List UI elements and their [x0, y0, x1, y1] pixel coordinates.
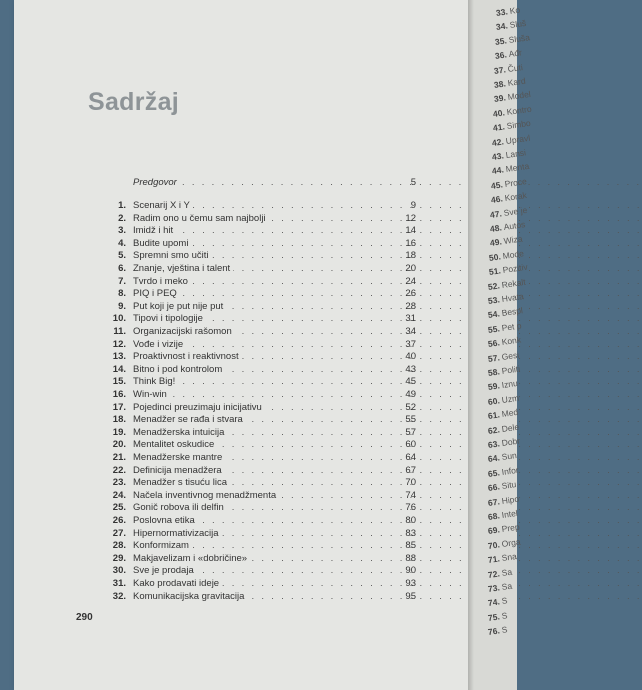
right-page-line: 56.Konk — [487, 334, 522, 350]
toc-entry — [14, 401, 468, 414]
toc-page: 80 — [405, 515, 416, 526]
right-page-line: 53.Hvata — [487, 291, 525, 306]
toc-label: Makjavelizam i «dobričine» . . . — [133, 552, 398, 565]
toc-page: 95 — [405, 590, 416, 602]
toc-label: Konformizam . . . — [133, 539, 398, 552]
toc-label: PIQ i PEQ . . . — [133, 287, 398, 300]
toc-number: 25. — [112, 502, 126, 514]
right-page-line: 58.Politi — [487, 363, 521, 378]
toc-number: 18. — [112, 414, 126, 426]
right-page-line: 47.Sve je — [489, 204, 529, 220]
right-page-line: 76.S — [487, 624, 509, 638]
toc-entry — [14, 552, 468, 565]
right-page-line: 49.Wiza — [488, 233, 523, 249]
right-page-line: 33.Ko — [495, 4, 521, 18]
right-page-line: 70.Orga — [487, 536, 522, 551]
toc-page: 52 — [405, 401, 416, 413]
right-page-line: 51.Pozitiv — [488, 261, 528, 278]
toc-label: Gonič robova ili delfin . . . — [133, 501, 398, 514]
toc-number: 32. — [112, 590, 126, 602]
toc-label: Imidž i hit . . . — [133, 224, 398, 237]
toc-label: Tipovi i tipologije . . . — [133, 312, 398, 325]
toc-number: 22. — [112, 464, 126, 476]
toc-number: 11. — [113, 326, 126, 337]
right-page-line: 36.Ađr — [494, 47, 523, 62]
toc-entry — [14, 350, 468, 363]
right-page-line: 68.Intel — [487, 507, 519, 522]
toc-number: 3. — [118, 225, 126, 237]
toc-label: Menadžerske mantre . . . — [133, 451, 398, 464]
right-page-line: 66.Situ — [487, 479, 517, 494]
toc-label: Put koji je put nije put . . . — [133, 300, 398, 313]
page-number: 290 — [76, 612, 93, 623]
toc-entry — [14, 249, 468, 262]
toc-number: 5. — [118, 250, 126, 262]
toc-number: 16. — [112, 389, 126, 400]
toc-page: 16 — [405, 237, 416, 249]
toc-label: Menadžer s tisuću lica . . . — [133, 476, 398, 489]
toc-page: 45 — [405, 376, 416, 388]
toc-entry — [14, 464, 468, 477]
right-page-line: 34.Sluš — [494, 18, 527, 33]
toc-number: 15. — [112, 376, 126, 388]
toc-page: 28 — [405, 300, 416, 312]
toc-label: Scenarij X i Y . . . — [133, 199, 398, 212]
right-page-line: 41.Simbo — [492, 117, 532, 134]
right-page-line: 60.Uzm — [487, 392, 520, 407]
toc-entry — [14, 514, 468, 527]
toc-label: Proaktivnost i reaktivnost . . . — [133, 350, 398, 363]
page-title: Sadržaj — [88, 88, 180, 116]
toc-entry — [14, 325, 468, 338]
toc-number: 21. — [112, 452, 126, 463]
toc-number: 24. — [112, 489, 126, 501]
toc-entry — [14, 275, 468, 288]
right-page-line: 65.Infor — [487, 464, 520, 479]
toc-page: 93 — [405, 578, 416, 589]
toc-label: Načela inventivnog menadžmenta . . . — [133, 489, 398, 502]
right-page-line: 71.Sna — [487, 551, 518, 566]
toc-page: 88 — [405, 552, 416, 564]
toc-label: Poslovna etika . . . — [133, 514, 398, 527]
toc-page: 34 — [405, 326, 416, 337]
toc-entry — [14, 262, 468, 275]
toc-page: 40 — [405, 351, 416, 363]
toc-entry — [14, 451, 468, 464]
right-page-line: 59.Iznu — [487, 378, 519, 393]
toc-page: 60 — [405, 439, 416, 451]
right-page-line: 38.Kard — [493, 75, 527, 90]
right-page-line: 35.Sluša — [494, 31, 531, 47]
toc-entry — [14, 237, 468, 250]
toc-page: 90 — [405, 565, 416, 577]
toc-label: Sve je prodaja . . . — [133, 564, 398, 577]
toc-label: Znanje, vještina i talent . . . — [133, 262, 398, 275]
toc-label: Predgovor . . . — [133, 176, 398, 189]
toc-page: 67 — [405, 464, 416, 476]
toc-label: Kako prodavati ideje . . . — [133, 577, 398, 590]
toc-label: Menadžer se rađa i stvara . . . — [133, 413, 398, 426]
toc-label: Organizacijski rašomon . . . — [133, 325, 398, 338]
toc-entry — [14, 375, 468, 388]
toc-number: 30. — [112, 565, 126, 577]
toc-entry — [14, 564, 468, 577]
toc-number: 10. — [112, 313, 126, 325]
toc-label: Spremni smo učiti . . . — [133, 249, 398, 262]
right-page-line: 50.Mode — [488, 247, 525, 263]
toc-page: 74 — [405, 489, 416, 501]
toc-entry — [14, 363, 468, 376]
toc-entry — [14, 199, 468, 212]
toc-page: 31 — [405, 313, 416, 325]
toc-entry — [14, 577, 468, 590]
toc-page: 76 — [405, 502, 416, 514]
toc-label: Komunikacijska gravitacija . . . — [133, 590, 398, 603]
toc-entry — [14, 224, 468, 237]
right-page-line: 61.Med — [487, 407, 519, 422]
right-page-line: 40.Kontro — [492, 103, 533, 119]
book-page-left — [14, 0, 468, 690]
toc-page: 18 — [405, 250, 416, 262]
toc-label: Menadžerska intuicija . . . — [133, 426, 398, 439]
toc-number: 26. — [112, 515, 126, 526]
toc-page: 37 — [405, 338, 416, 350]
toc-number: 6. — [118, 263, 126, 274]
toc-number: 28. — [112, 540, 126, 552]
toc-label: Tvrdo i meko . . . — [133, 275, 398, 288]
toc-label: Vođe i vizije . . . — [133, 338, 398, 351]
right-page-line: 37.Čuti — [493, 61, 524, 76]
toc-number: 17. — [112, 401, 126, 413]
right-page-line: 74.S — [487, 595, 509, 609]
toc-number: 7. — [118, 275, 126, 287]
right-page-line: 63.Dobr — [487, 435, 521, 450]
toc-entry — [14, 388, 468, 401]
toc-number: 9. — [118, 300, 126, 312]
toc-entry — [14, 426, 468, 439]
toc-entry — [14, 539, 468, 552]
right-page-line: 42.Upravl — [491, 132, 532, 148]
toc-label: Think Big! . . . — [133, 375, 398, 388]
toc-number: 20. — [112, 439, 126, 451]
right-page-line: 57.Gesi — [487, 349, 520, 364]
right-page-line: 54.Bespl — [487, 305, 524, 321]
right-page-line: 69.Prep — [487, 522, 521, 537]
toc-label: Radim ono u čemu sam najbolji . . . — [133, 212, 398, 225]
toc-entry — [14, 413, 468, 426]
right-page-line: 46.Korak — [490, 190, 528, 206]
toc-entry — [14, 438, 468, 451]
right-page-line: 75.S — [487, 610, 509, 623]
toc-page: 57 — [405, 426, 416, 438]
right-page-line: 64.Sun — [487, 450, 518, 465]
toc-entry — [14, 212, 468, 225]
toc-number: 1. — [118, 200, 126, 211]
toc-label: Pojedinci preuzimaju inicijativu . . . — [133, 401, 398, 414]
toc-label: Definicija menadžera . . . — [133, 464, 398, 477]
toc-page: 64 — [405, 452, 416, 463]
toc-number: 14. — [112, 363, 126, 375]
toc-page: 12 — [405, 212, 416, 224]
toc-page: 83 — [405, 527, 416, 539]
toc-page: 70 — [405, 477, 416, 489]
toc-number: 29. — [112, 552, 126, 564]
right-page-line: 43.Lansi — [491, 147, 527, 162]
toc-label: Bitno i pod kontrolom . . . — [133, 363, 398, 376]
toc-entry — [14, 300, 468, 313]
toc-label: Budite upomi . . . — [133, 237, 398, 250]
toc-entry — [14, 287, 468, 300]
toc-number: 4. — [118, 237, 126, 249]
toc-number: 12. — [112, 338, 126, 350]
toc-page: 85 — [405, 540, 416, 552]
toc-page: 9 — [410, 200, 416, 211]
toc-page: 14 — [405, 225, 416, 237]
toc-label: Win-win . . . — [133, 388, 398, 401]
toc-page: 26 — [405, 288, 416, 300]
toc-number: 2. — [118, 212, 126, 224]
toc-page: 55 — [405, 414, 416, 426]
toc-entry — [14, 489, 468, 502]
toc-number: 31. — [112, 578, 126, 589]
right-page-line: 52.Rekalt — [487, 276, 527, 292]
right-page-line: 48.Autos — [489, 219, 526, 234]
toc-number: 19. — [112, 426, 126, 438]
right-page-line: 55.Pet p — [487, 320, 523, 335]
toc-number: 27. — [112, 527, 126, 539]
right-page-line: 44.Menta — [490, 161, 530, 177]
right-page-line: 45.Proce — [490, 175, 528, 191]
right-page-line: 67.Hipo — [487, 493, 520, 508]
toc-page: 24 — [405, 275, 416, 287]
toc-entry — [14, 312, 468, 325]
toc-number: 8. — [118, 288, 126, 300]
right-page-line: 73.Sa — [487, 580, 513, 594]
toc-entry — [14, 338, 468, 351]
toc-label: Hipernormativizacija . . . — [133, 527, 398, 540]
toc-page: 49 — [405, 389, 416, 400]
toc-number: 13. — [112, 351, 126, 363]
right-page-line: 39.Model — [492, 89, 531, 105]
book-page-right-edge — [468, 0, 533, 690]
toc-preface — [14, 176, 468, 189]
toc-entry — [14, 590, 468, 603]
toc-entry — [14, 527, 468, 540]
right-page-line: 62.Dele — [487, 421, 520, 436]
toc-page: 20 — [405, 263, 416, 274]
toc-page: 5 — [410, 177, 416, 188]
toc-entry — [14, 476, 468, 489]
toc-label: Mentalitet oskudice . . . — [133, 438, 398, 451]
toc-number: 23. — [112, 477, 126, 489]
toc-entry — [14, 501, 468, 514]
right-page-line: 72.Sa — [487, 566, 513, 580]
toc-page: 43 — [405, 363, 416, 375]
